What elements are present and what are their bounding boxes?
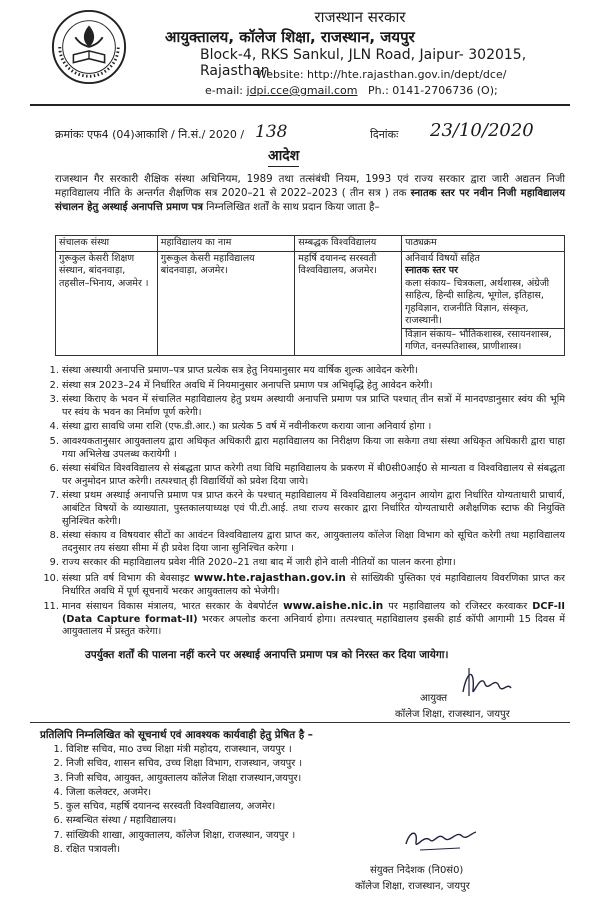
condition-item: 8. संस्था संकाय व विषयवार सीटों का आवंटन विश्वविद्यालय द्वारा प्राप्त कर, आयुक्तालय कॉलेज शिक्षा विभाग को सूचित करेगी तथा महाविद्यालय तदनुसार तय संख्या सीमा में ही प्रवेश दिया जाना सुनिश्चित करेगा ।: [62, 530, 565, 555]
condition-item: [62, 572, 565, 598]
course-arts: कला संकाय– चित्रकला, अर्थशास्त्र, अंग्रेजी साहित्य, हिन्दी साहित्य, भूगोल, इतिहास, गृहविज्ञान, राजनीति विज्ञान, संस्कृत, राजस्थानी।: [405, 277, 550, 326]
dcf-format-name: DCF-II (Data Capture format-II): [62, 601, 565, 625]
condition-item: 5. आवश्यकतानुसार आयुक्तालय द्वारा अधिकृत अधिकारी द्वारा महाविद्यालय का निरीक्षण किया जा सकेगा तथा संस्था अधिकृत अधिकारी द्वारा चाहा गया अभिलेख उपलब्ध करायेगी ।: [62, 436, 565, 461]
list-item: 8. रक्षित पत्रावली।: [66, 843, 302, 857]
condition-text: भरकर अपलोड करना अनिवार्य होगा। तत्पश्चात् महाविद्यालय इसकी हार्ड कॉपी आगामी 15 दिवस में आयुक्तालय में प्रस्तुत करेगा।: [62, 613, 565, 638]
col-header-college: महाविद्यालय का नाम: [157, 236, 294, 252]
cell-university: महर्षि दयानन्द सरस्वती विश्वविद्यालय, अजमेर।: [295, 251, 402, 355]
intro-text-3: निम्नलिखित शर्तों के साथ प्रदान किया जाता है–: [206, 202, 380, 213]
commissioner-title: आयुक्त: [420, 693, 448, 704]
table-header-row: [56, 236, 565, 252]
list-item: 4. जिला कलेक्टर, अजमेर।: [66, 786, 302, 800]
intro-text-2: स्नातक स्तर पर नवीन निजी महाविद्यालय संचालन हेतु अस्थाई अनापत्ति प्रमाण पत्र: [55, 188, 565, 213]
condition-text: पर महाविद्यालय को रजिस्टर करवाकर: [383, 601, 533, 613]
contact-line: [205, 84, 498, 97]
condition-item: 2. संस्था सत्र 2023–24 में निर्धारित अवधि में नियमानुसार अनापत्ति प्रमाण पत्र अभिवृद्धि हेतु आवेदन करेगी।: [62, 380, 565, 393]
list-item: 3. निजी सचिव, आयुक्त, आयुक्तालय कॉलेज शिक्षा राजस्थान,जयपुर।: [66, 772, 302, 786]
condition-item: 3. संस्था किराए के भवन में संचालित महाविद्यालय हेतु प्रथम अस्थायी अनापत्ति प्रमाण पत्र प्राप्ति पश्चात् तीन सत्रों में मानदण्डानुसार स्वंय की भूमि पर स्वंय के भवन का निर्माण पूर्ण करेगी।: [62, 394, 565, 419]
email-link[interactable]: jdpi.cce@gmail.com: [246, 84, 358, 97]
phone-number: Ph.: 0141-2706736 (O);: [368, 84, 498, 97]
condition-text: से सांख्यिकी पुस्तिका एवं महाविद्यालय विवरणिका प्राप्त कर निर्धारित अवधि में पूर्ण सूचनायें भरकर आयुक्तालय को भेजेगी।: [62, 572, 565, 597]
reference-label: क्रमांकः एफ4 (04)आकाशि / नि.सं./ 2020 /: [55, 128, 245, 141]
hte-website-link[interactable]: www.hte.rajasthan.gov.in: [193, 571, 346, 584]
institution-table: [55, 235, 565, 356]
col-header-course: पाठ्यक्रम: [402, 236, 565, 252]
condition-item: 9. राज्य सरकार की महाविद्यालय प्रवेश नीति 2020–21 तथा बाद में जारी होने वाली नीतियों का पालन करना होगा।: [62, 557, 565, 570]
joint-director-title: संयुक्त निदेशक (नि0सं0): [370, 865, 464, 876]
list-item: 1. विशिष्ट सचिव, माo उच्च शिक्षा मंत्री महोदय, राजस्थान, जयपुर ।: [66, 743, 302, 757]
email-label: e-mail:: [205, 84, 244, 97]
reference-number-handwritten: 138: [255, 122, 288, 142]
conditions-list: [40, 365, 565, 641]
joint-director-signature: [400, 820, 480, 856]
condition-item: 4. संस्था द्वारा सावधि जमा राशि (एफ.डी.आर.) का प्रत्येक 5 वर्ष में नवीनीकरण कराया जाना अनिवार्य होगा ।: [62, 421, 565, 434]
govt-title: राजस्थान सरकार: [314, 8, 406, 26]
order-title: आदेश: [268, 146, 299, 167]
condition-item: [62, 600, 565, 639]
condition-item: 6. संस्था संबंधित विश्वविद्यालय से संबद्धता प्राप्त करेगी तथा विधि महाविद्यालय के प्रकरण में बी0सी0आई0 से मान्यता व विश्वविद्यालय से संबद्धता पर अनुमोदन प्राप्त करेगी। तत्पश्चात् ही विद्यार्थियों को प्रवेश दिया जाये।: [62, 463, 565, 488]
condition-item: 7. संस्था प्रथम अस्थाई अनापत्ति प्रमाण पत्र प्राप्त करने के पश्चात् महाविद्यालय में विश्वविद्यालय अनुदान आयोग द्वारा निर्धारित योग्यताधारी प्राचार्य, आबंटित विषयों के व्याख्याता, पुस्तकालयाध्यक्ष एवं पी.टी.आई. तथा राज्य सरकार द्वारा निर्धारित योग्यताधारी अशैक्षणिक स्टाफ की नियुक्ति सुनिश्चित करेगी।: [62, 490, 565, 528]
cell-college: गुरूकुल केसरी महाविद्यालय बांदनवाड़ा, अजमेर।: [157, 251, 294, 355]
course-science: विज्ञान संकाय– भौतिकशास्त्र, रसायनशास्त्र, गणित, वनस्पतिशास्त्र, प्राणीशास्त्र।: [402, 328, 564, 354]
list-item: 6. सम्बन्धित संस्था / महाविद्यालय।: [66, 814, 302, 828]
copy-divider: [30, 722, 570, 723]
course-head: अनिवार्य विषयों सहित: [405, 252, 480, 264]
condition-item: 1. संस्था अस्थायी अनापत्ति प्रमाण–पत्र प्राप्त प्रत्येक सत्र हेतु नियमानुसार मय वार्षिक शुल्क आवेदन करेगी।: [62, 365, 565, 378]
cell-course: [402, 251, 565, 355]
date-handwritten: 23/10/2020: [430, 120, 534, 141]
course-level: स्नातक स्तर पर: [405, 265, 459, 276]
commissioner-signature: [455, 662, 515, 704]
office-title: आयुक्तालय, कॉलेज शिक्षा, राजस्थान, जयपुर: [165, 28, 415, 46]
condition-text: संस्था प्रति वर्ष विभाग की बेवसाइट: [62, 572, 194, 584]
cell-society: गुरूकुल केसरी शिक्षण संस्थान, बांदनवाड़ा, तहसील–भिनाय, अजमेर ।: [56, 251, 158, 355]
col-header-university: सम्बद्धक विश्वविद्यालय: [295, 236, 402, 252]
intro-paragraph: [55, 173, 565, 215]
aishe-website-link[interactable]: www.aishe.nic.in: [282, 600, 384, 613]
header-divider: [30, 104, 570, 106]
list-item: 7. सांख्यिकी शाखा, आयुक्तालय, कॉलेज शिक्षा, राजस्थान, जयपुर ।: [66, 829, 302, 843]
commissioner-department: कॉलेज शिक्षा, राजस्थान, जयपुर: [395, 709, 510, 720]
condition-text: मानव संसाधन विकास मंत्रालय, भारत सरकार के वेबपोर्टल: [62, 601, 283, 613]
intro-text-1: राजस्थान गैर सरकारी शैक्षिक संस्था अधिनियम, 1989 तथा तत्संबंधी नियम, 1993 एवं राज्य सरकार द्वारा जारी अद्यतन निजी महाविद्यालय नीति के अन्तर्गत शैक्षणिक सत्र 2020–21 से 2022–2023 ( तीन सत्र ) तक: [55, 174, 565, 199]
website-line[interactable]: Website: http://hte.rajasthan.gov.in/dept/dce/: [256, 68, 507, 81]
office-address: Block-4, RKS Sankul, JLN Road, Jaipur- 302015, Rajasthan: [200, 47, 527, 79]
copy-to-list: [40, 743, 302, 857]
col-header-society: संचालक संस्था: [56, 236, 158, 252]
list-item: 5. कुल सचिव, महर्षि दयानन्द सरस्वती विश्वविद्यालय, अजमेर।: [66, 800, 302, 814]
table-row: [56, 251, 565, 355]
date-label: दिनांकः: [370, 128, 399, 141]
joint-director-department: कॉलेज शिक्षा, राजस्थान, जयपुर: [355, 881, 470, 892]
list-item: 2. निजी सचिव, शासन सचिव, उच्च शिक्षा विभाग, राजस्थान, जयपुर ।: [66, 757, 302, 771]
warning-note: उपर्युक्त शर्तों की पालना नहीं करने पर अस्थाई अनापत्ति प्रमाण पत्र को निरस्त कर दिया जायेगा।: [85, 649, 449, 661]
copy-to-heading: प्रतिलिपि निम्नलिखित को सूचनार्थ एवं आवश्यक कार्यवाही हेतु प्रेषित है –: [40, 729, 313, 741]
